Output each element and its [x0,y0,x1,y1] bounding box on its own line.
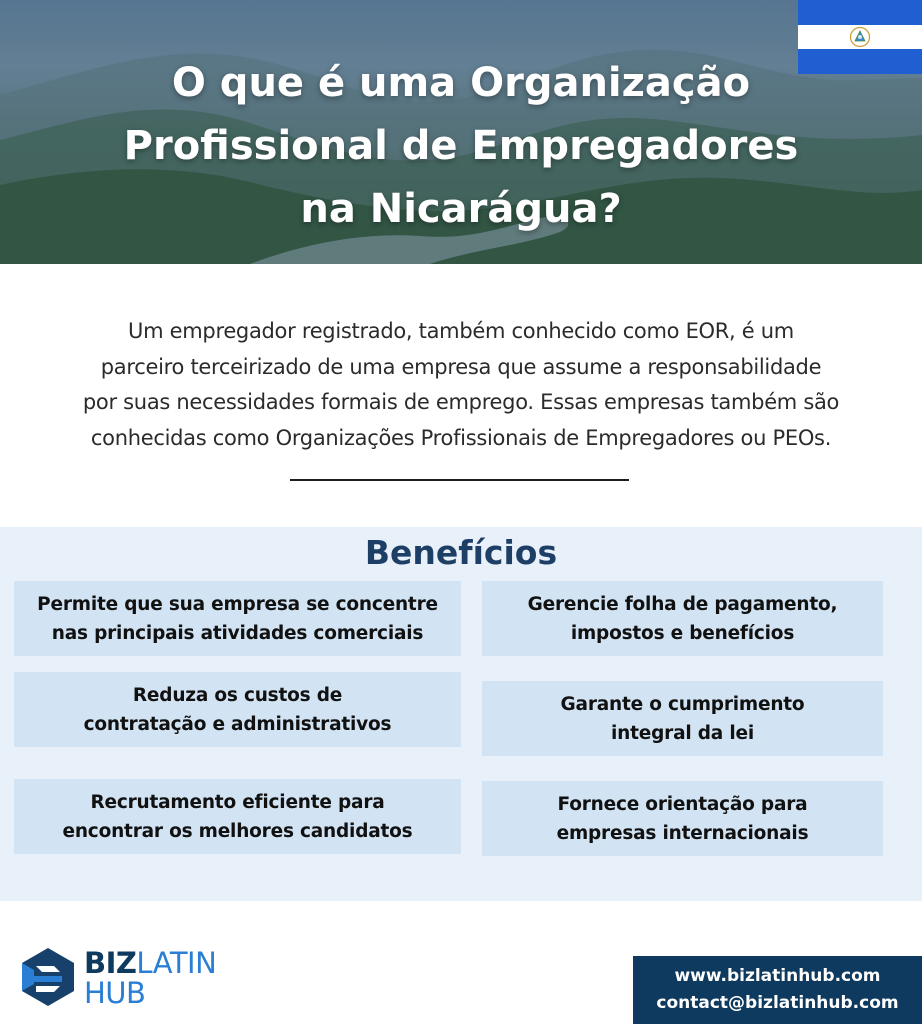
benefit-text: Reduza os custos de [132,684,343,706]
email-link[interactable]: contact@bizlatinhub.com [656,993,899,1013]
title-line: na Nicarágua? [300,186,622,232]
title-line: O que é uma Organização [171,60,751,106]
nicaragua-flag-icon [798,0,922,74]
benefit-text: contratação e administrativos [83,713,392,735]
benefit-text: Permite que sua empresa se concentre [37,593,438,615]
benefit-card [14,779,461,854]
logo-text-latin: LATIN [136,946,217,980]
logo-text-hub: HUB [84,976,146,1010]
intro-line: por suas necessidades formais de emprego. Essas empresas também são [82,390,840,414]
benefit-text: integral da lei [611,722,754,744]
benefits-title: Benefícios [364,533,558,572]
benefit-text: impostos e benefícios [570,622,795,644]
benefit-card [482,681,883,756]
logo-wordmark [84,948,216,1008]
intro-line: parceiro terceirizado de uma empresa que assume a responsabilidade [100,354,822,379]
intro-line: conhecidas como Organizações Profissionais de Empregadores ou PEOs. [90,425,832,450]
benefit-card [482,581,883,656]
section-divider [290,479,629,481]
title-line: Profissional de Empregadores [123,123,799,169]
logo-text-biz: BIZ [84,946,137,980]
benefit-text: nas principais atividades comerciais [51,622,424,644]
benefit-card [14,672,461,747]
hero-banner [0,0,922,264]
benefit-card [14,581,461,656]
benefit-text: Garante o cumprimento [560,693,805,715]
flag-emblem-icon [849,26,871,48]
flag-top-band [798,0,922,25]
benefit-text: Gerencie folha de pagamento, [527,593,838,615]
benefit-text: encontrar os melhores candidatos [62,820,413,842]
biz-latin-hub-logo[interactable] [18,946,238,1012]
website-link[interactable]: www.bizlatinhub.com [674,966,881,986]
benefit-text: Recrutamento eficiente para [90,791,385,813]
page-title [60,52,862,241]
logo-mark-icon [18,946,78,1008]
intro-line: Um empregador registrado, também conhecido como EOR, é um [128,319,794,343]
flag-bottom-band [798,49,922,74]
benefit-card [482,781,883,856]
benefit-text: empresas internacionais [556,822,809,844]
contact-box [633,956,922,1024]
intro-paragraph [20,314,902,456]
benefit-text: Fornece orientação para [557,793,808,815]
